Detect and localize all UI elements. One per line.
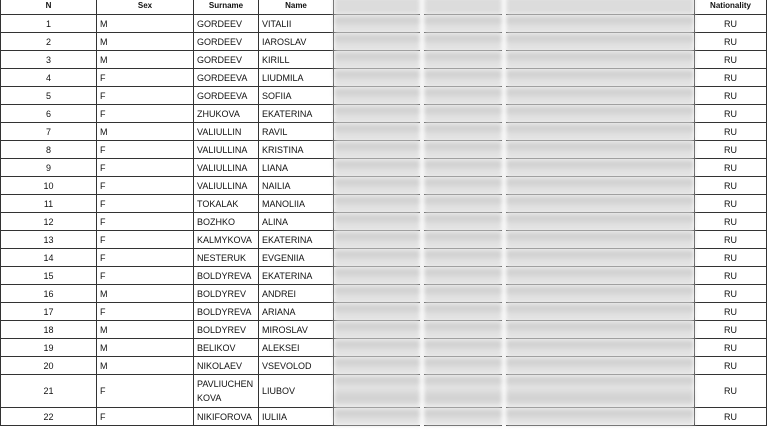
row-nationality: RU <box>695 123 767 141</box>
redacted-cell <box>422 33 504 51</box>
redacted-cell <box>334 285 422 303</box>
row-surname: KALMYKOVA <box>194 231 259 249</box>
row-name: LIANA <box>259 159 334 177</box>
redacted-cell <box>504 375 695 408</box>
row-surname: VALIULLINA <box>194 141 259 159</box>
row-name: VSEVOLOD <box>259 357 334 375</box>
row-name: IAROSLAV <box>259 33 334 51</box>
row-name: LIUBOV <box>259 375 334 408</box>
row-sex: M <box>97 51 194 69</box>
row-nationality: RU <box>695 285 767 303</box>
row-name: EKATERINA <box>259 267 334 285</box>
row-surname: GORDEEV <box>194 51 259 69</box>
redacted-cell <box>504 249 695 267</box>
table-row <box>1 267 767 285</box>
row-number: 10 <box>1 177 97 195</box>
row-name: KRISTINA <box>259 141 334 159</box>
row-name: IULIIA <box>259 408 334 426</box>
header-sex: Sex <box>97 0 194 15</box>
redacted-cell <box>334 141 422 159</box>
row-surname: BOLDYREVA <box>194 267 259 285</box>
row-sex: M <box>97 321 194 339</box>
row-surname: BOLDYREV <box>194 285 259 303</box>
row-nationality: RU <box>695 141 767 159</box>
row-name: EVGENIIA <box>259 249 334 267</box>
row-sex: F <box>97 231 194 249</box>
row-number: 21 <box>1 375 97 408</box>
redacted-cell <box>422 195 504 213</box>
row-nationality: RU <box>695 321 767 339</box>
row-number: 8 <box>1 141 97 159</box>
table-row <box>1 15 767 33</box>
redacted-cell <box>334 123 422 141</box>
row-sex: F <box>97 408 194 426</box>
row-nationality: RU <box>695 195 767 213</box>
table-row <box>1 87 767 105</box>
redacted-cell <box>504 87 695 105</box>
redacted-cell <box>334 249 422 267</box>
table-row <box>1 33 767 51</box>
redacted-cell <box>334 159 422 177</box>
redacted-cell <box>504 105 695 123</box>
row-sex: F <box>97 303 194 321</box>
redacted-cell <box>422 357 504 375</box>
row-sex: F <box>97 69 194 87</box>
row-nationality: RU <box>695 408 767 426</box>
row-nationality: RU <box>695 213 767 231</box>
row-surname: BOZHKO <box>194 213 259 231</box>
redacted-header <box>334 0 422 15</box>
row-nationality: RU <box>695 15 767 33</box>
row-surname: GORDEEV <box>194 33 259 51</box>
redacted-cell <box>504 267 695 285</box>
row-nationality: RU <box>695 339 767 357</box>
row-number: 6 <box>1 105 97 123</box>
table-body <box>1 15 767 426</box>
row-sex: F <box>97 213 194 231</box>
row-nationality: RU <box>695 87 767 105</box>
redacted-cell <box>422 15 504 33</box>
redacted-cell <box>422 231 504 249</box>
row-surname: BOLDYREVA <box>194 303 259 321</box>
row-nationality: RU <box>695 105 767 123</box>
redacted-cell <box>334 267 422 285</box>
row-surname: BOLDYREV <box>194 321 259 339</box>
redacted-cell <box>504 357 695 375</box>
table-row <box>1 375 767 408</box>
table-row <box>1 231 767 249</box>
header-n: N <box>1 0 97 15</box>
row-surname: GORDEEVA <box>194 69 259 87</box>
redacted-cell <box>504 69 695 87</box>
row-number: 5 <box>1 87 97 105</box>
redacted-cell <box>504 339 695 357</box>
redacted-cell <box>334 321 422 339</box>
row-sex: F <box>97 105 194 123</box>
redacted-cell <box>334 15 422 33</box>
table-row <box>1 177 767 195</box>
redacted-cell <box>504 285 695 303</box>
table-row <box>1 123 767 141</box>
row-nationality: RU <box>695 159 767 177</box>
table-row <box>1 357 767 375</box>
redacted-cell <box>334 375 422 408</box>
row-name: KIRILL <box>259 51 334 69</box>
header-nationality: Nationality <box>695 0 767 15</box>
row-number: 9 <box>1 159 97 177</box>
redacted-header <box>422 0 504 15</box>
redacted-cell <box>504 51 695 69</box>
row-number: 12 <box>1 213 97 231</box>
redacted-cell <box>334 231 422 249</box>
row-number: 19 <box>1 339 97 357</box>
row-number: 2 <box>1 33 97 51</box>
row-nationality: RU <box>695 69 767 87</box>
row-name: ARIANA <box>259 303 334 321</box>
row-sex: F <box>97 141 194 159</box>
row-nationality: RU <box>695 357 767 375</box>
row-nationality: RU <box>695 267 767 285</box>
table-row <box>1 195 767 213</box>
header-row <box>1 0 767 15</box>
row-sex: M <box>97 285 194 303</box>
redacted-cell <box>334 33 422 51</box>
row-name: NAILIA <box>259 177 334 195</box>
row-surname: VALIULLINA <box>194 159 259 177</box>
redacted-cell <box>334 87 422 105</box>
row-number: 18 <box>1 321 97 339</box>
row-sex: F <box>97 375 194 408</box>
row-sex: M <box>97 15 194 33</box>
redacted-cell <box>422 408 504 426</box>
row-number: 15 <box>1 267 97 285</box>
row-sex: F <box>97 267 194 285</box>
redacted-cell <box>504 15 695 33</box>
redacted-cell <box>504 33 695 51</box>
redacted-cell <box>334 357 422 375</box>
row-sex: F <box>97 159 194 177</box>
header-name: Name <box>259 0 334 15</box>
row-surname: PAVLIUCHEN KOVA <box>194 375 259 408</box>
redacted-cell <box>422 69 504 87</box>
row-nationality: RU <box>695 375 767 408</box>
row-surname: VALIULLIN <box>194 123 259 141</box>
table-row <box>1 339 767 357</box>
redacted-cell <box>334 303 422 321</box>
row-name: SOFIIA <box>259 87 334 105</box>
table-row <box>1 285 767 303</box>
table-row <box>1 213 767 231</box>
redacted-cell <box>422 123 504 141</box>
row-surname: TOKALAK <box>194 195 259 213</box>
redacted-cell <box>422 51 504 69</box>
row-nationality: RU <box>695 51 767 69</box>
redacted-cell <box>334 195 422 213</box>
redacted-cell <box>504 195 695 213</box>
header-surname: Surname <box>194 0 259 15</box>
row-number: 22 <box>1 408 97 426</box>
row-number: 20 <box>1 357 97 375</box>
redacted-cell <box>422 87 504 105</box>
table-row <box>1 69 767 87</box>
row-sex: F <box>97 177 194 195</box>
redacted-cell <box>422 375 504 408</box>
table-row <box>1 408 767 426</box>
row-surname: ZHUKOVA <box>194 105 259 123</box>
row-sex: F <box>97 195 194 213</box>
redacted-cell <box>422 303 504 321</box>
redacted-cell <box>504 177 695 195</box>
row-name: ANDREI <box>259 285 334 303</box>
row-surname: GORDEEV <box>194 15 259 33</box>
row-name: MANOLIIA <box>259 195 334 213</box>
table-row <box>1 249 767 267</box>
table-row <box>1 105 767 123</box>
redacted-cell <box>504 213 695 231</box>
redacted-cell <box>334 51 422 69</box>
table-row <box>1 141 767 159</box>
row-name: RAVIL <box>259 123 334 141</box>
redacted-cell <box>422 213 504 231</box>
row-number: 1 <box>1 15 97 33</box>
row-surname: GORDEEVA <box>194 87 259 105</box>
row-name: EKATERINA <box>259 231 334 249</box>
row-number: 4 <box>1 69 97 87</box>
table-row <box>1 51 767 69</box>
row-sex: M <box>97 339 194 357</box>
table-row <box>1 159 767 177</box>
redacted-cell <box>422 177 504 195</box>
row-number: 14 <box>1 249 97 267</box>
row-nationality: RU <box>695 33 767 51</box>
row-number: 13 <box>1 231 97 249</box>
redacted-cell <box>334 69 422 87</box>
row-surname: BELIKOV <box>194 339 259 357</box>
row-surname: VALIULLINA <box>194 177 259 195</box>
row-number: 11 <box>1 195 97 213</box>
row-nationality: RU <box>695 177 767 195</box>
row-sex: F <box>97 249 194 267</box>
table-row <box>1 303 767 321</box>
row-nationality: RU <box>695 231 767 249</box>
row-name: MIROSLAV <box>259 321 334 339</box>
redacted-cell <box>422 339 504 357</box>
redacted-header <box>504 0 695 15</box>
row-number: 17 <box>1 303 97 321</box>
redacted-cell <box>422 105 504 123</box>
row-name: EKATERINA <box>259 105 334 123</box>
redacted-cell <box>422 285 504 303</box>
table-row <box>1 321 767 339</box>
redacted-cell <box>504 123 695 141</box>
redacted-cell <box>422 159 504 177</box>
row-nationality: RU <box>695 303 767 321</box>
row-name: ALEKSEI <box>259 339 334 357</box>
redacted-cell <box>504 321 695 339</box>
redacted-cell <box>504 303 695 321</box>
row-sex: M <box>97 33 194 51</box>
row-sex: M <box>97 123 194 141</box>
redacted-cell <box>334 339 422 357</box>
row-number: 16 <box>1 285 97 303</box>
redacted-cell <box>334 105 422 123</box>
redacted-cell <box>422 321 504 339</box>
row-number: 7 <box>1 123 97 141</box>
redacted-cell <box>334 408 422 426</box>
redacted-cell <box>504 408 695 426</box>
row-name: ALINA <box>259 213 334 231</box>
redacted-cell <box>504 159 695 177</box>
redacted-cell <box>334 213 422 231</box>
redacted-cell <box>504 231 695 249</box>
redacted-cell <box>422 249 504 267</box>
row-nationality: RU <box>695 249 767 267</box>
row-surname: NESTERUK <box>194 249 259 267</box>
redacted-cell <box>422 141 504 159</box>
row-surname: NIKOLAEV <box>194 357 259 375</box>
row-number: 3 <box>1 51 97 69</box>
redacted-cell <box>334 177 422 195</box>
row-sex: F <box>97 87 194 105</box>
redacted-cell <box>504 141 695 159</box>
row-surname: NIKIFOROVA <box>194 408 259 426</box>
row-sex: M <box>97 357 194 375</box>
row-name: LIUDMILA <box>259 69 334 87</box>
row-name: VITALII <box>259 15 334 33</box>
redacted-cell <box>422 267 504 285</box>
